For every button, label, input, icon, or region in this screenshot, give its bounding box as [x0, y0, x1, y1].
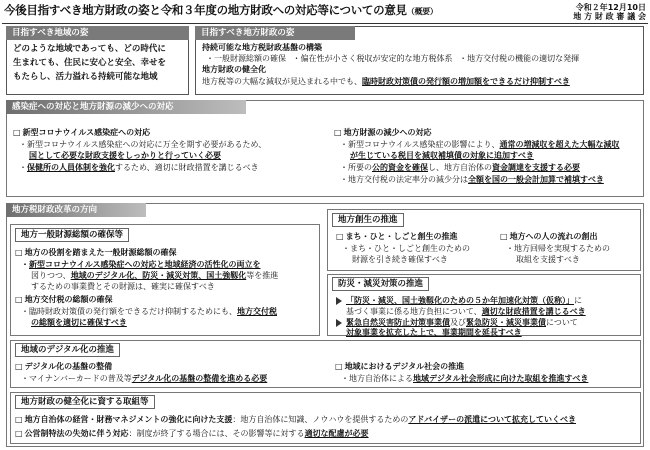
finance-item2-text-b: 臨時財政対策債の発行額の増加額をできるだけ抑制すべき [362, 77, 570, 86]
title-suffix: （概要） [406, 7, 438, 16]
health-s1-b: ：地方自治体に知識、ノウハウを提供するための [232, 415, 409, 424]
general-s1-b1-a-text: 新型コロナウイルス感染症への対応と地域経済の活性化の両立を [29, 260, 261, 269]
finance-item2-text-a: 地方税等の大幅な減収が見込まれる中でも、 [202, 77, 362, 86]
covid-right-b2 [340, 163, 580, 173]
creation-heading: 地方創生の推進 [332, 213, 404, 227]
general-s2-b1-b: 地方交付税 [237, 307, 277, 316]
vision-box [6, 26, 189, 95]
health-s2-b: ：制度が終了する場合には、その影響等に対する [128, 429, 305, 438]
health-box [10, 392, 641, 444]
disaster-s2-a: 緊急自然災害防止対策事業債 [346, 318, 450, 327]
creation-box [327, 209, 641, 271]
reform-heading: 地方税財政改革の方向 [6, 203, 146, 217]
covid-right-b1 [340, 140, 620, 150]
creation-s2: □ 地方への人の流れの創出 [500, 232, 598, 242]
creation-s1: □ まち・ひと・しごと創生の推進 [336, 232, 458, 242]
digital-s1-b1-b: デジタル化の基盤の整備を進める必要 [131, 374, 268, 383]
covid-right-b1-c: が生じている税目を減収補填債の対象に追加すべき [350, 151, 534, 160]
title-text: 今後目指すべき地方財政の姿と令和３年度の地方財政への対応等についての意見 [4, 3, 407, 17]
disaster-s2-c: 緊急防災・減災事業債 [466, 318, 546, 327]
disaster-s2-b: 及び [450, 318, 466, 327]
creation-s1-b2: 財源を引き続き確保すべき [352, 255, 448, 264]
covid-right-b1-b: 通常の増減収を超えた大幅な減収 [499, 140, 620, 149]
covid-left-b2 [19, 163, 259, 173]
health-heading: 地方財政の健全化に資する取組等 [15, 395, 155, 409]
creation-s1-b1 [342, 244, 470, 254]
covid-left-b1-b: 国として必要な財政支援をしっかりと行っていく必要 [29, 151, 221, 160]
health-s2 [15, 429, 369, 439]
covid-right-b2-d: 資金調達を支援する必要 [492, 163, 580, 172]
vision-line1: どのような地域であっても、どの時代に [13, 44, 166, 54]
general-s2-b1 [21, 307, 277, 317]
health-s2-c: 適切な配慮が必要 [304, 429, 369, 438]
vision-line2: 生まれても、住民に安心と安全、幸せを [13, 58, 167, 68]
disaster-s1-c: 基づく事業に係る地方負担について、 [346, 307, 482, 316]
page-title [4, 3, 438, 17]
covid-right-b3 [340, 175, 604, 185]
date-block [573, 3, 646, 21]
general-s1-b1-c: 地域のデジタル化、防災・減災対策、国土強靱化 [70, 271, 247, 280]
arrow-icon [336, 297, 342, 305]
disaster-s1-a: 「防災・減災、国土強靱化のための５か年加速化対策（仮称）」 [346, 296, 574, 305]
covid-left-b2-b: するため、適切に財政措置を講じるべき [115, 163, 259, 172]
disaster-s2-e: 対象事業を拡充した上で、事業期間を延長すべき [346, 328, 522, 337]
vision-heading: 目指すべき地域の姿 [6, 26, 189, 40]
finance-box [195, 26, 644, 95]
arrow-icon [336, 319, 342, 327]
covid-left-b1-a-text: 新型コロナウイルス感染症への対応に万全を期す必要があるため、 [27, 140, 267, 149]
covid-right-b3-b: 全額を国の一般会計加算で補填すべき [468, 175, 604, 184]
covid-right-b2-c: し、地方自治体の [428, 163, 492, 172]
general-s1-b1-line2 [31, 271, 278, 281]
finance-bullet-1: ・一般財源総額の確保 [206, 54, 286, 63]
general-heading: 地方一般財源総額の確保等 [15, 228, 129, 242]
digital-s2-b1-b: 地域デジタル社会形成に向けた取組を推進すべき [413, 374, 589, 383]
finance-item2: 地方財政の健全化 [202, 65, 266, 74]
finance-item1-bullets [206, 54, 579, 64]
digital-s2-b1 [341, 374, 588, 384]
health-s1-c: アドバイザーの派遣について拡充していくべき [408, 415, 577, 424]
creation-s1-b1-text: まち・ひと・しごと創生のための [350, 244, 470, 253]
digital-s1: □ デジタル化の基盤の整備 [15, 362, 112, 372]
finance-bullet-2: ・偏在性が小さく税収が安定的な地方税体系 [292, 54, 453, 63]
covid-right-title: □ 地方財源の減少への対応 [334, 128, 432, 138]
health-s1-a: 地方自治体の経営・財務マネジメントの強化に向けた支援 [24, 415, 233, 424]
finance-item2-text [202, 77, 570, 87]
health-s1 [15, 415, 576, 425]
disaster-s1-line2 [346, 307, 586, 317]
covid-left-b2-a: 保健所の人員体制を強化 [27, 163, 115, 172]
digital-s1-b1-a: マイナンバーカードの普及等 [29, 374, 132, 383]
disaster-box [327, 274, 641, 336]
general-s2-b1-a: 臨時財政対策債の発行額をできるだけ抑制するためにも、 [29, 307, 237, 316]
disaster-s2-d: について [546, 318, 578, 327]
covid-right-b2-b: 公的資金を確保 [372, 163, 428, 172]
digital-box [10, 340, 641, 388]
creation-s2-b2: 取組を支援すべき [516, 255, 580, 264]
creation-s2-b1-text: 地方回帰を実現するための [514, 244, 610, 253]
vision-line3: もたらし、活力溢れる持続可能な地域 [13, 72, 158, 82]
covid-right-b2-a: 所要の [348, 163, 372, 172]
covid-right-b1-a: 新型コロナウイルス感染症の影響により、 [348, 140, 500, 149]
finance-bullet-3: ・地方交付税の機能の適切な発揮 [459, 54, 580, 63]
date-text: 令和２年12月10日 [575, 3, 646, 12]
covid-left-b1-a [19, 140, 266, 150]
disaster-s1-b: に [574, 296, 582, 305]
digital-s2: □ 地域におけるデジタル社会の推進 [335, 362, 464, 372]
general-s2: □ 地方交付税の総額の確保 [15, 295, 113, 305]
finance-item1: 持続可能な地方税財政基盤の構築 [202, 43, 322, 52]
creation-s2-b1 [506, 244, 610, 254]
general-s1-b1-d: 等を推進 [246, 271, 279, 280]
covid-left-title: □ 新型コロナウイルス感染症への対応 [13, 128, 150, 138]
header-rule [2, 23, 648, 24]
digital-s1-b1 [21, 374, 267, 384]
org-text: 地 方 財 政 審 議 会 [573, 12, 646, 22]
general-s1-b1-e: するための事業費とその財源は、確実に確保すべき [31, 282, 215, 291]
general-s1: □ 地方の役割を踏まえた一般財源総額の確保 [15, 248, 177, 258]
general-s2-b1-c: の総額を適切に確保すべき [31, 318, 127, 327]
digital-s2-b1-a: 地方自治体による [349, 374, 413, 383]
general-box [10, 224, 320, 336]
digital-heading: 地域のデジタル化の推進 [15, 343, 120, 357]
disaster-s1-d: 適切な財政措置を講じるべき [481, 307, 586, 316]
disaster-heading: 防災・減災対策の推進 [332, 277, 429, 291]
disaster-s2 [336, 318, 578, 328]
disaster-s1 [336, 296, 582, 306]
covid-box [6, 100, 644, 197]
general-s1-b1-b: 図りつつ、 [31, 271, 71, 280]
covid-heading: 感染症への対応と地方財源の減少への対応 [6, 100, 246, 114]
general-s1-b1-a [21, 260, 261, 270]
health-s2-a: 公営制特法の失効に伴う対応 [24, 429, 129, 438]
finance-heading: 目指すべき地方財政の姿 [195, 26, 355, 40]
covid-right-b3-a: 地方交付税の法定率分の減少分は [348, 175, 468, 184]
